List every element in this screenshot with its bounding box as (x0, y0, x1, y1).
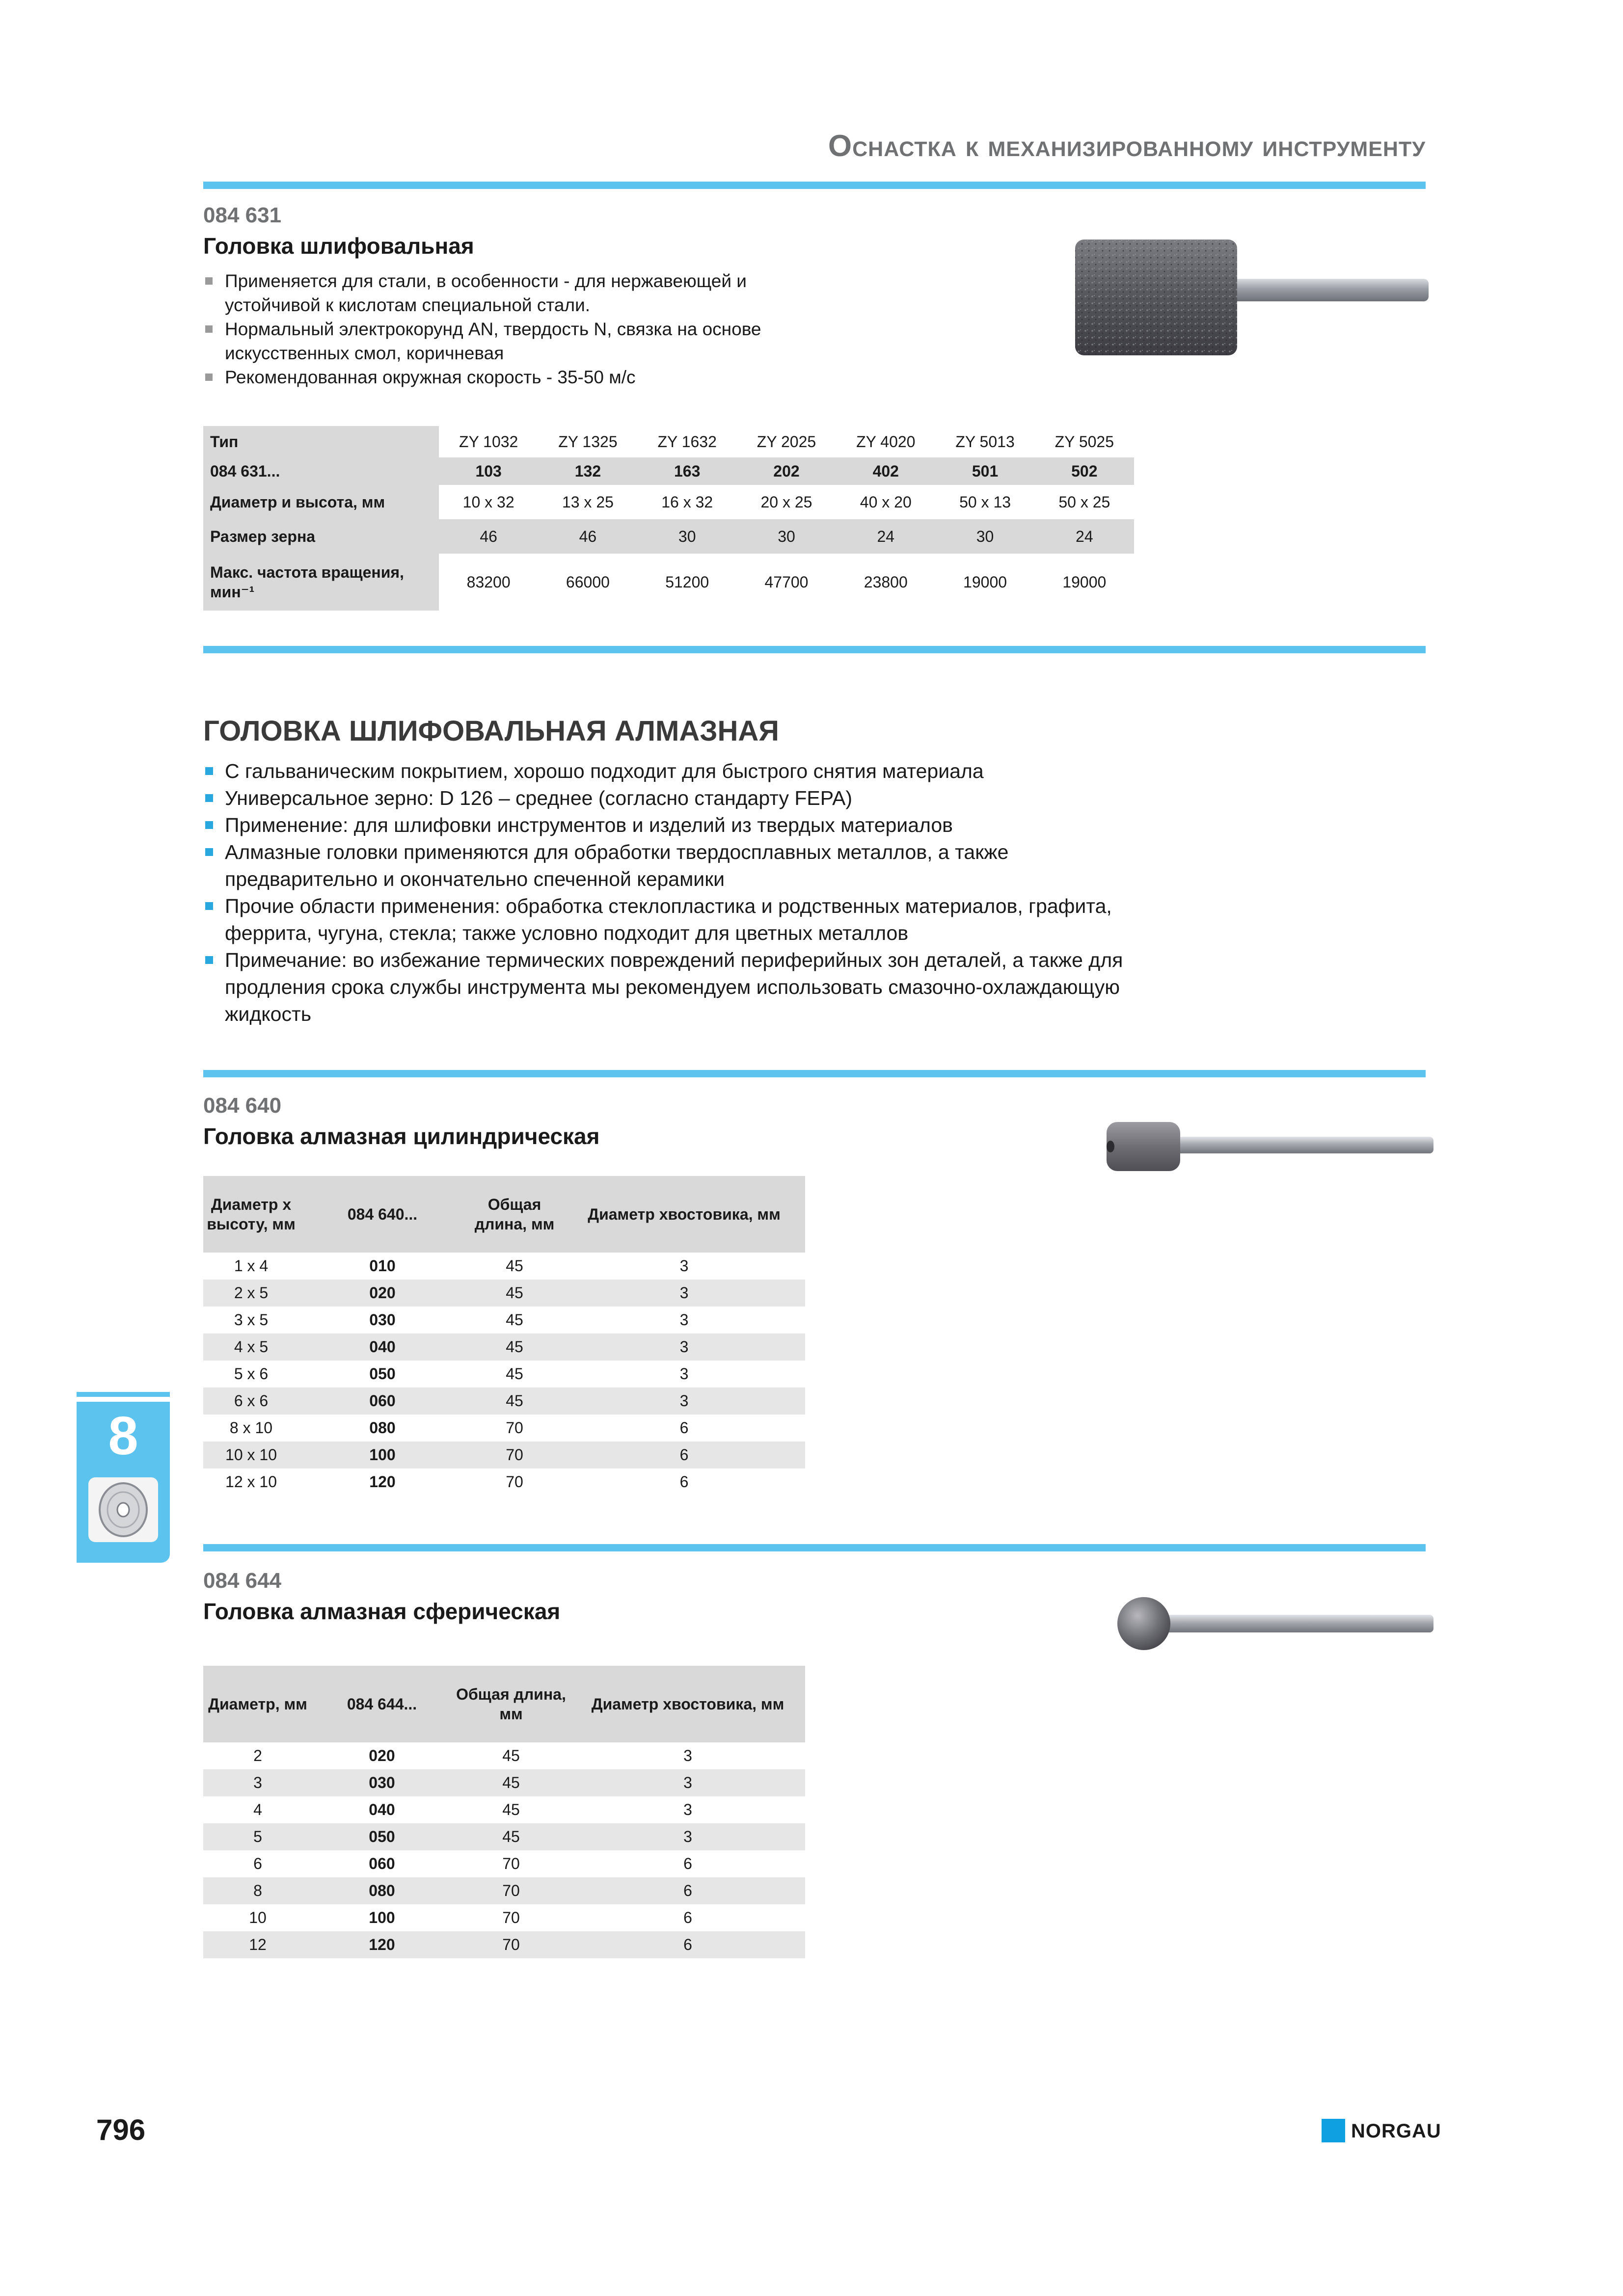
code-cell: 132 (538, 457, 637, 485)
table-cell: 8 x 10 (229, 1419, 273, 1437)
grain-cell: 46 (439, 519, 538, 554)
table-cell: 3 (683, 1801, 692, 1818)
chapter-number: 8 (108, 1406, 138, 1466)
table-cell: 70 (466, 1442, 563, 1468)
table-cell: 2 (253, 1747, 262, 1764)
table-row (203, 1468, 805, 1495)
table-cell: 030 (312, 1769, 452, 1796)
table-cell: 3 (683, 1747, 692, 1764)
grain-cell: 24 (836, 519, 935, 554)
table-row (203, 1742, 805, 1769)
table-cell: 45 (506, 1365, 523, 1383)
table-cell: 3 (679, 1311, 689, 1329)
code-cell: 103 (439, 457, 538, 485)
table-row (203, 1442, 805, 1468)
table-row (203, 485, 1134, 519)
grinding-head-image (1070, 233, 1434, 370)
grain-cell: 30 (737, 519, 836, 554)
table-row (203, 1769, 805, 1796)
table-cell: 10 x 10 (203, 1442, 299, 1468)
table-cell: 4 (253, 1801, 262, 1818)
table-cell: 5 x 6 (234, 1365, 269, 1383)
code-cell: 163 (638, 457, 737, 485)
feature-item: Рекомендованная окружная скорость - 35-50 м/с (203, 365, 841, 389)
table-cell: 6 (683, 1855, 692, 1872)
table-row (203, 1823, 805, 1850)
column-header: 084 640... (299, 1176, 466, 1253)
product-code: 084 644 (203, 1569, 282, 1593)
feature-item: Применение: для шлифовки инструментов и изделий из твердых материалов (203, 812, 1136, 839)
table-cell: 2 x 5 (203, 1280, 299, 1307)
table-cell: 3 (563, 1280, 805, 1307)
table-cell: 020 (369, 1747, 395, 1764)
chapter-tab[interactable] (77, 1392, 170, 1563)
table-cell: 020 (299, 1280, 466, 1307)
table-header-row (203, 1176, 805, 1253)
table-cell: 060 (369, 1855, 395, 1872)
type-cell: ZY 4020 (856, 432, 916, 451)
code-cell: 202 (737, 457, 836, 485)
rpm-cell: 19000 (1062, 573, 1107, 591)
table-cell: 45 (466, 1388, 563, 1415)
type-cell: ZY 1632 (657, 432, 717, 451)
section-rule (203, 1070, 1426, 1077)
dims-cell: 10 x 32 (462, 493, 514, 511)
table-cell: 70 (452, 1931, 570, 1958)
table-cell: 3 (563, 1388, 805, 1415)
column-header: Общая длина, мм (466, 1176, 563, 1253)
table-cell: 5 (203, 1823, 312, 1850)
table-cell: 45 (502, 1801, 520, 1818)
table-row (203, 1796, 805, 1823)
table-cell: 100 (299, 1442, 466, 1468)
column-header: Диаметр x высоту, мм (203, 1176, 299, 1253)
table-cell: 4 x 5 (203, 1334, 299, 1361)
table-cell: 70 (506, 1473, 523, 1491)
cylindrical-diamond-head-image (1100, 1115, 1438, 1179)
table-cell: 3 (570, 1823, 805, 1850)
code-cell: 501 (935, 457, 1034, 485)
table-cell: 45 (506, 1311, 523, 1329)
spec-table (203, 426, 1134, 611)
table-cell: 70 (502, 1909, 520, 1926)
dims-cell: 40 x 20 (860, 493, 912, 511)
table-row (203, 519, 1134, 554)
table-row (203, 457, 1134, 485)
table-cell: 45 (506, 1257, 523, 1275)
feature-item: Алмазные головки применяются для обработки твердосплавных металлов, а также предварительно и окончательно спеченной керамики (203, 839, 1136, 893)
row-label: Тип (203, 426, 439, 457)
cutting-disc-icon (88, 1477, 158, 1542)
product-table (203, 1666, 805, 1958)
table-cell: 45 (502, 1747, 520, 1764)
section-heading: ГОЛОВКА ШЛИФОВАЛЬНАЯ АЛМАЗНАЯ (203, 715, 779, 747)
type-cell: ZY 5025 (1055, 432, 1114, 451)
table-cell: 6 (563, 1442, 805, 1468)
page-title: Оснастка к механизированному инструменту (828, 129, 1426, 163)
row-label: Размер зерна (203, 519, 439, 554)
dims-cell: 50 x 25 (1058, 493, 1110, 511)
type-cell: ZY 1325 (558, 432, 618, 451)
table-cell: 050 (312, 1823, 452, 1850)
table-row (203, 1253, 805, 1280)
table-cell: 6 (253, 1855, 262, 1872)
brand-logo-mark (1322, 2119, 1345, 2142)
section-rule (203, 646, 1426, 653)
table-cell: 8 (203, 1877, 312, 1904)
table-row (203, 554, 1134, 611)
table-cell: 6 (570, 1931, 805, 1958)
grain-cell: 46 (538, 519, 637, 554)
table-cell: 3 (203, 1769, 312, 1796)
dims-cell: 13 x 25 (562, 493, 614, 511)
feature-item: Прочие области применения: обработка стеклопластика и родственных материалов, графита, феррита, чугуна, стекла; также условно подходит для цветных металлов (203, 893, 1136, 947)
feature-item: Универсальное зерно: D 126 – среднее (согласно стандарту FEPA) (203, 785, 1136, 812)
table-cell: 080 (369, 1419, 396, 1437)
table-cell: 3 x 5 (234, 1311, 269, 1329)
table-cell: 3 (679, 1365, 689, 1383)
table-row (203, 1388, 805, 1415)
table-cell: 1 x 4 (234, 1257, 269, 1275)
column-header: Общая длина, мм (452, 1666, 570, 1742)
table-cell: 3 (563, 1334, 805, 1361)
table-row (203, 1334, 805, 1361)
column-header: Диаметр, мм (203, 1666, 312, 1742)
product-code: 084 640 (203, 1094, 282, 1118)
code-cell: 502 (1035, 457, 1134, 485)
table-cell: 010 (369, 1257, 396, 1275)
table-cell: 080 (312, 1877, 452, 1904)
product-features (203, 269, 841, 389)
table-cell: 3 (570, 1769, 805, 1796)
table-cell: 70 (452, 1877, 570, 1904)
dims-cell: 16 x 32 (661, 493, 713, 511)
diamond-features (203, 758, 1136, 1028)
rpm-cell: 19000 (963, 573, 1007, 591)
table-cell: 040 (299, 1334, 466, 1361)
table-cell: 040 (369, 1801, 395, 1818)
product-code: 084 631 (203, 203, 282, 227)
row-label: 084 631... (203, 457, 439, 485)
table-cell: 060 (299, 1388, 466, 1415)
table-cell: 6 x 6 (203, 1388, 299, 1415)
table-cell: 100 (369, 1909, 395, 1926)
table-row (203, 1280, 805, 1307)
table-cell: 6 (679, 1473, 689, 1491)
table-header-row (203, 1666, 805, 1742)
row-label: Макс. частота вращения, мин⁻¹ (203, 554, 439, 611)
table-cell: 120 (369, 1473, 396, 1491)
page-number: 796 (96, 2113, 146, 2146)
table-cell: 050 (369, 1365, 396, 1383)
table-cell: 10 (249, 1909, 267, 1926)
table-cell: 70 (502, 1855, 520, 1872)
brand-logo-text: NORGAU (1351, 2120, 1441, 2142)
type-cell: ZY 2025 (757, 432, 816, 451)
table-row (203, 1877, 805, 1904)
feature-item: Нормальный электрокорунд AN, твердость N, связка на основе искусственных смол, коричневая (203, 317, 841, 365)
rpm-cell: 23800 (864, 573, 908, 591)
table-cell: 6 (679, 1419, 689, 1437)
code-cell: 402 (836, 457, 935, 485)
chapter-tab-accent (77, 1392, 170, 1397)
column-header: Диаметр хвостовика, мм (570, 1666, 805, 1742)
feature-item: Применяется для стали, в особенности - для нержавеющей и устойчивой к кислотам специальной стали. (203, 269, 841, 317)
column-header: Диаметр хвостовика, мм (563, 1176, 805, 1253)
table-row (203, 1307, 805, 1334)
rpm-cell: 47700 (764, 573, 809, 591)
feature-item: С гальваническим покрытием, хорошо подходит для быстрого снятия материала (203, 758, 1136, 785)
table-cell: 45 (466, 1280, 563, 1307)
table-cell: 3 (679, 1257, 689, 1275)
product-title: Головка алмазная сферическая (203, 1599, 561, 1624)
table-cell: 70 (506, 1419, 523, 1437)
column-header: 084 644... (312, 1666, 452, 1742)
table-row (203, 1415, 805, 1442)
table-row (203, 1904, 805, 1931)
feature-item: Примечание: во избежание термических повреждений периферийных зон деталей, а также для продления срока службы инструмента мы рекомендуем использовать смазочно-охлаждающую жидкость (203, 947, 1136, 1028)
header-rule (203, 182, 1426, 189)
table-row (203, 1931, 805, 1958)
table-row (203, 1361, 805, 1388)
dims-cell: 50 x 13 (959, 493, 1011, 511)
row-label: Диаметр и высота, мм (203, 485, 439, 519)
table-cell: 12 (203, 1931, 312, 1958)
rpm-cell: 66000 (566, 573, 610, 591)
table-cell: 12 x 10 (225, 1473, 277, 1491)
table-cell: 120 (312, 1931, 452, 1958)
table-cell: 45 (452, 1823, 570, 1850)
rpm-cell: 51200 (665, 573, 709, 591)
table-cell: 6 (683, 1909, 692, 1926)
table-cell: 6 (570, 1877, 805, 1904)
grain-cell: 24 (1035, 519, 1134, 554)
table-row (203, 426, 1134, 457)
product-title: Головка алмазная цилиндрическая (203, 1123, 600, 1149)
dims-cell: 20 x 25 (760, 493, 812, 511)
type-cell: ZY 1032 (459, 432, 518, 451)
section-rule (203, 1544, 1426, 1551)
grain-cell: 30 (638, 519, 737, 554)
product-table (203, 1176, 805, 1495)
table-row (203, 1850, 805, 1877)
table-cell: 45 (466, 1334, 563, 1361)
table-cell: 030 (369, 1311, 396, 1329)
type-cell: ZY 5013 (955, 432, 1015, 451)
product-title: Головка шлифовальная (203, 233, 474, 259)
rpm-cell: 83200 (466, 573, 511, 591)
grain-cell: 30 (935, 519, 1034, 554)
table-cell: 45 (452, 1769, 570, 1796)
spherical-diamond-head-image (1114, 1594, 1438, 1653)
